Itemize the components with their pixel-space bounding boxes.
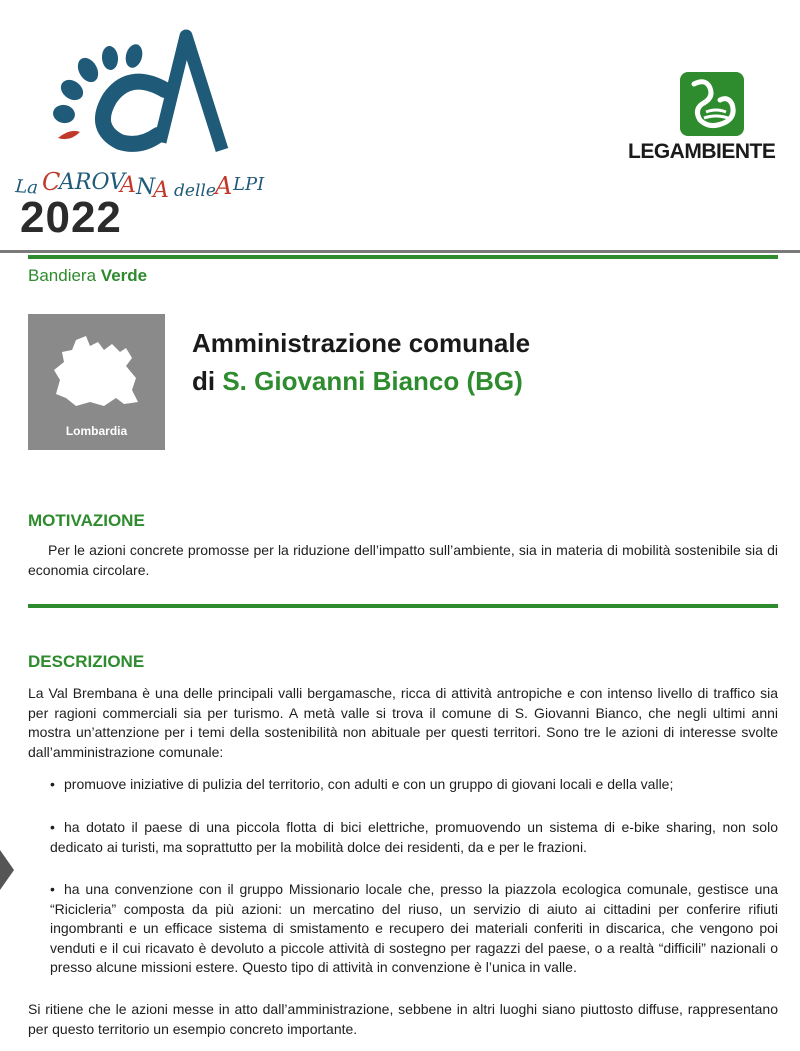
svg-text:A: A — [215, 172, 233, 200]
list-item: • promuove iniziative di pulizia del territorio, con adulti e con un gruppo di giovani locali e della valle; — [50, 775, 778, 795]
svg-text:C: C — [42, 168, 61, 196]
svg-text:N: N — [136, 175, 156, 200]
swan-icon — [680, 72, 744, 136]
closing-text: Si ritiene che le azioni messe in atto dall’amministrazione, sebbene in altri luoghi siano piuttosto diffuse, rappresentano per questo territorio un esempio concreto importante. — [28, 1001, 778, 1037]
header-green-rule — [28, 255, 778, 259]
descrizione-intro: La Val Brembana è una delle principali valli bergamasche, ricca di attività antropiche e con intenso livello di traffico sia per ragioni commerciali sia per turismo. A metà valle si trova il comune di S. Giovanni Bianco, che negli ultimi anni mostra un’attenzione per i temi della sostenibilità non abituale per questi territori. Sono tre le azioni di interesse svolte dall’amministrazione comunale: — [28, 685, 778, 760]
descrizione-heading: DESCRIZIONE — [28, 652, 145, 671]
bullet-icon: • — [50, 776, 55, 792]
svg-text:AROV: AROV — [59, 170, 125, 195]
motivazione-heading: MOTIVAZIONE — [28, 511, 145, 530]
carovana-logo — [10, 20, 290, 200]
svg-text:LPI: LPI — [233, 174, 265, 195]
bandiera-verde-label: Bandiera Verde — [28, 266, 148, 285]
logo-year: 2022 — [20, 193, 122, 242]
bullet-icon: • — [50, 819, 55, 835]
list-item: • ha una convenzione con il gruppo Missionario locale che, presso la piazzola ecologica comunale, gestisce una “Ricicleria” composta da più azioni: un mercatino del riuso, un servizio di aiuto ai cittadini per conferire rifiuti ingombranti e un efficace sistema di smistamento e recupero dei materiali conferiti in discarica, che vengono poi venduti e il cui ricavato è devoluto a piccole attività di sostegno per ragazzi del paese, o a realtà “difficili” nazionali o presso alcune missioni estere. Questo tipo di attività in convenzione è l’unica in valle. — [50, 881, 778, 976]
lombardia-map-icon — [46, 332, 146, 417]
legambiente-wordmark: LEGAMBIENTE — [628, 140, 776, 163]
header-divider — [0, 250, 800, 253]
region-name: Lombardia — [65, 424, 128, 438]
page-nav-arrow-icon[interactable] — [0, 850, 14, 890]
page-subtitle: di S. Giovanni Bianco (BG) — [192, 366, 523, 396]
svg-text:delle: delle — [174, 181, 216, 200]
svg-text:La: La — [14, 176, 39, 199]
svg-text:A: A — [153, 178, 169, 200]
page-title: Amministrazione comunale — [192, 328, 531, 358]
section-divider — [28, 604, 778, 608]
list-item: • ha dotato il paese di una piccola flotta di bici elettriche, promuovendo un sistema di e-bike sharing, non solo dedicato ai turisti, ma soprattutto per la mobilità dolce dei residenti, da e per le frazioni. — [50, 819, 778, 855]
bullet-icon: • — [50, 881, 55, 897]
region-card — [28, 314, 165, 450]
svg-text:A: A — [120, 173, 136, 198]
motivazione-text: Per le azioni concrete promosse per la riduzione dell’impatto sull’ambiente, sia in materia di mobilità sostenibile sia di economia circolare. — [28, 542, 778, 578]
